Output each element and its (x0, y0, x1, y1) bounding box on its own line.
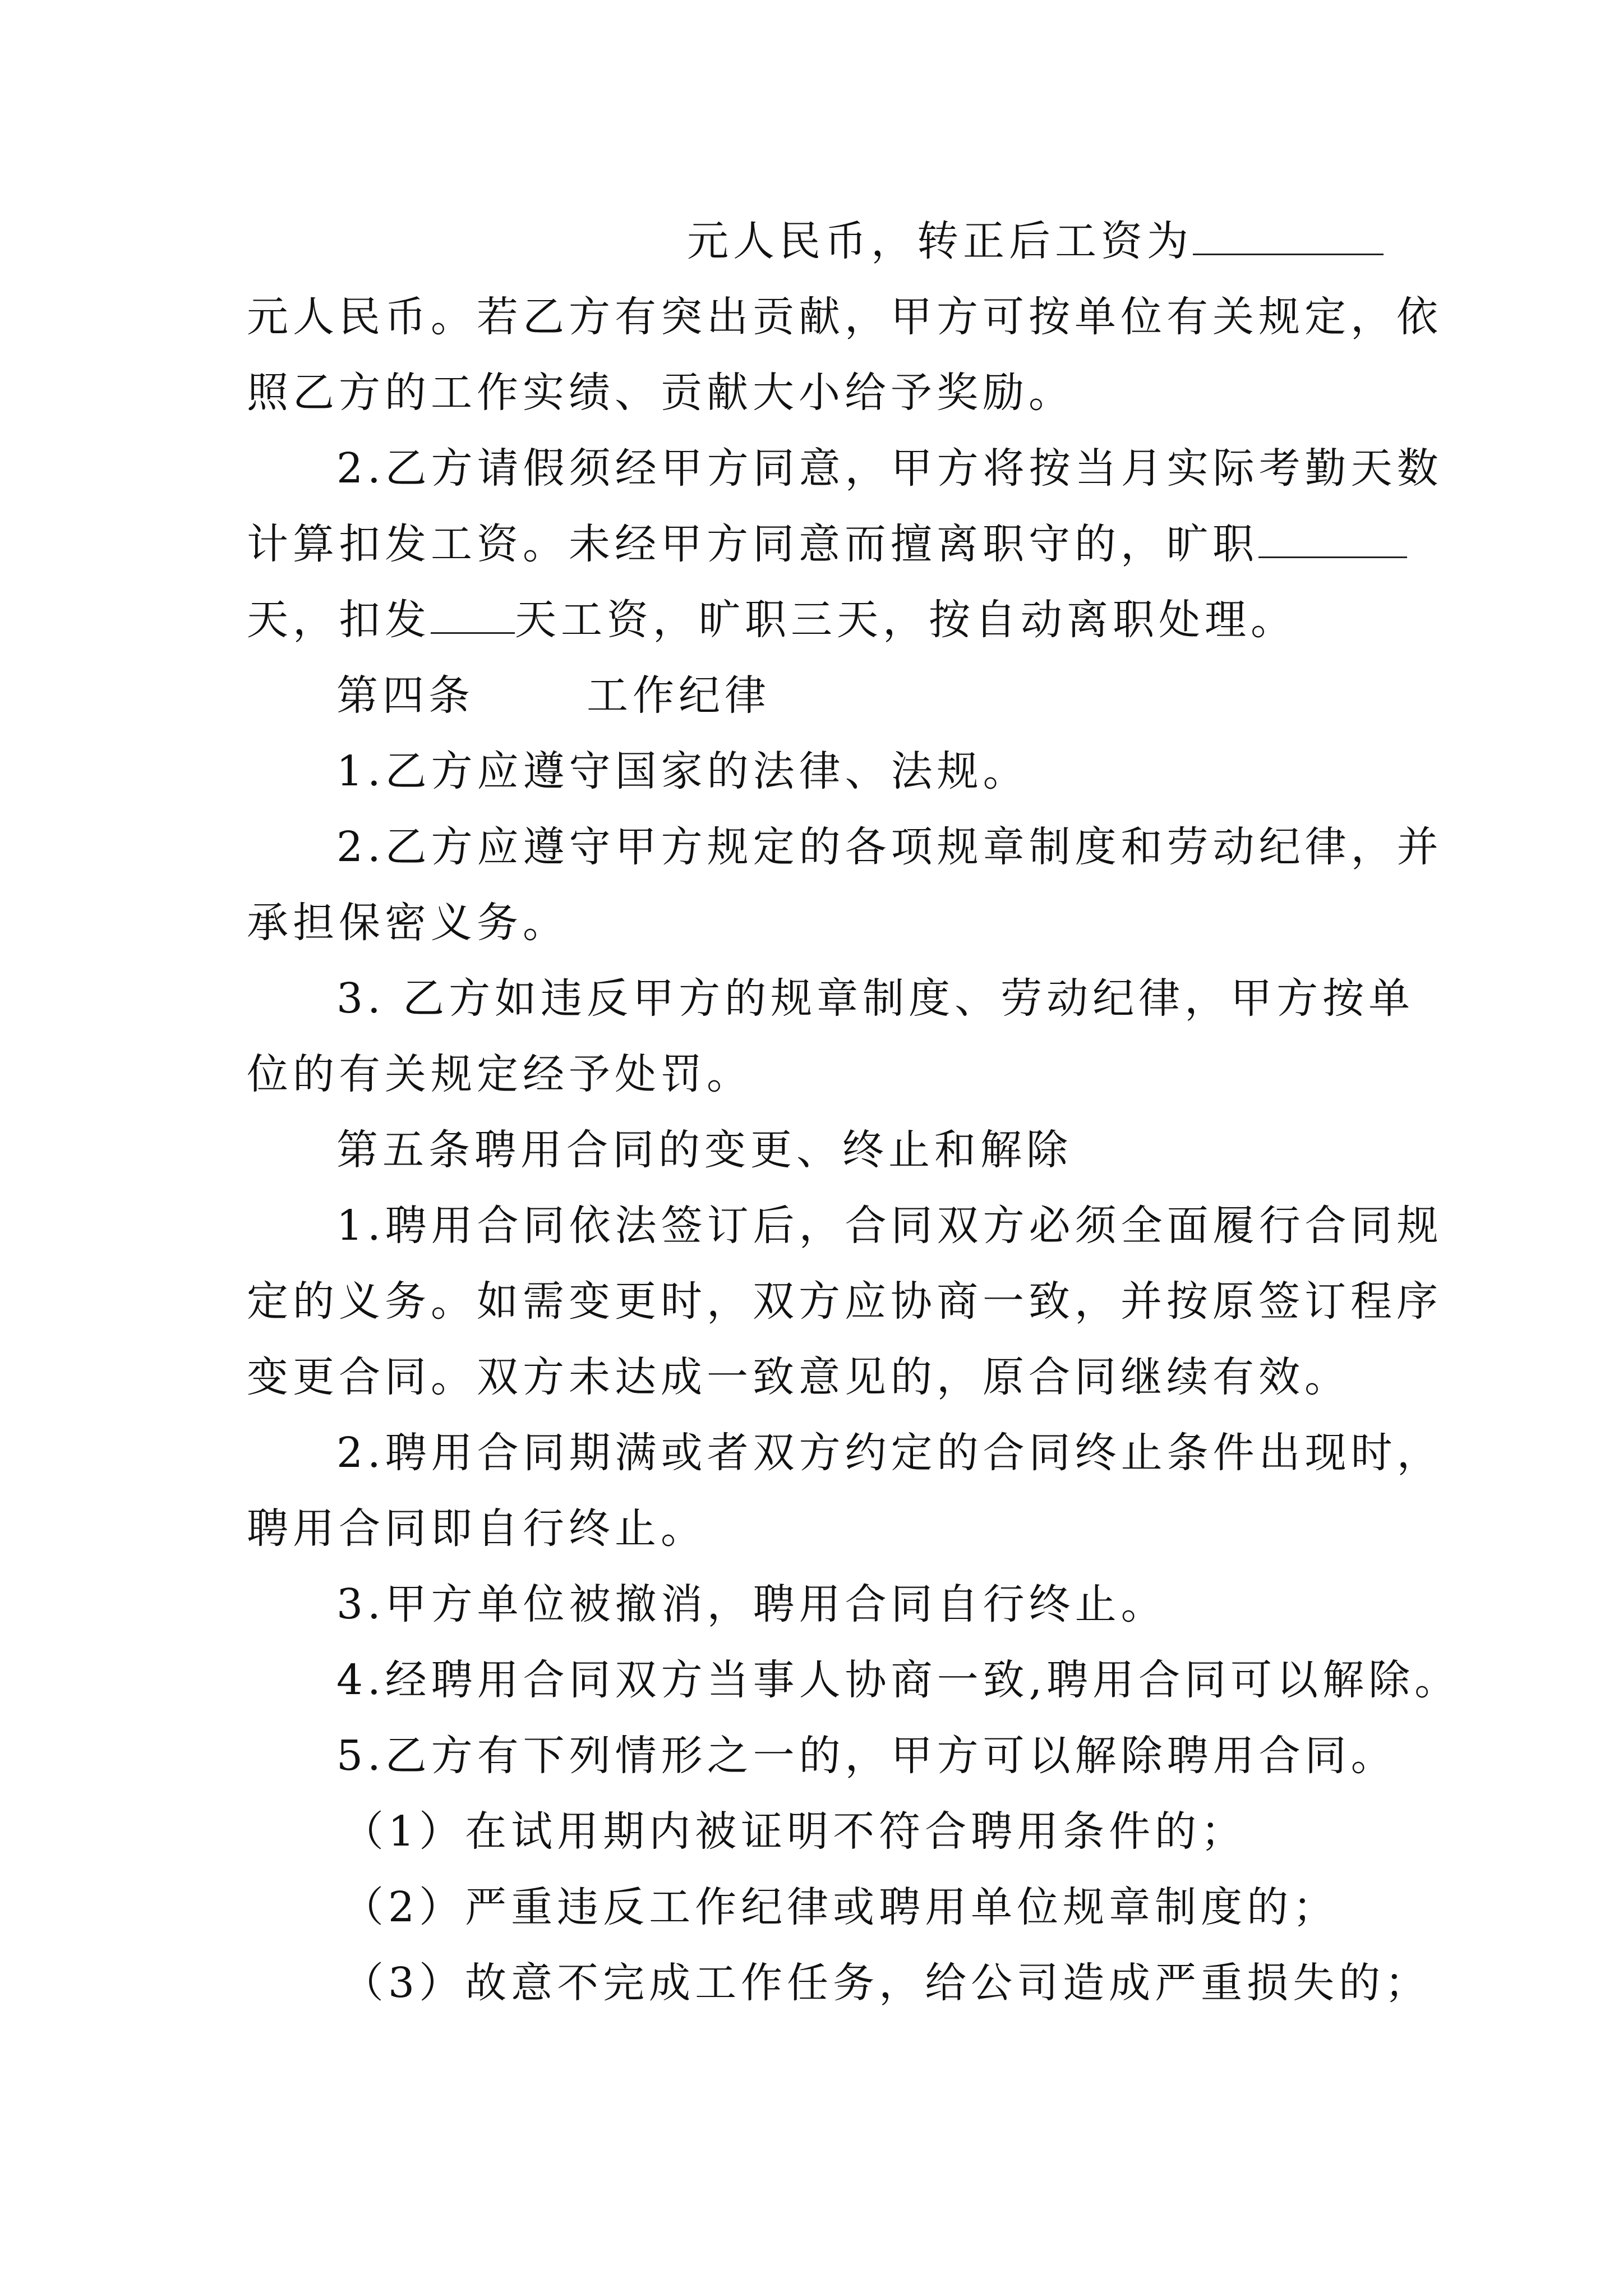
text-segment: 元人民币。若乙方有突出贡献，甲方可按单位有关规定，依 (247, 293, 1442, 341)
text-segment: 3.甲方单位被撤消，聘用合同自行终止。 (336, 1580, 1167, 1628)
list-item (342, 1879, 1385, 1935)
text-segment: 2.乙方请假须经甲方同意，甲方将按当月实际考勤天数 (336, 444, 1443, 493)
text-segment: 工作纪律 (587, 671, 771, 720)
text-line (336, 1425, 1443, 1481)
text-line (247, 365, 1385, 421)
text-line (336, 970, 1415, 1027)
text-segment: 4.经聘用合同双方当事人协商一致,聘用合同可以解除。 (336, 1656, 1461, 1704)
text-line (247, 1501, 1385, 1557)
text-segment: （3）故意不完成工作任务，给公司造成严重损失的； (342, 1959, 1431, 2007)
text-line (336, 1652, 1461, 1708)
text-segment: 承担保密义务。 (247, 899, 569, 947)
text-segment: 照乙方的工作实绩、贡献大小给予奖励。 (247, 369, 1075, 417)
text-segment: 2.聘用合同期满或者双方约定的合同终止条件出现时， (336, 1429, 1443, 1477)
text-segment: 计算扣发工资。未经甲方同意而擅离职守的，旷职 (247, 520, 1258, 568)
text-segment: 2.乙方应遵守甲方规定的各项规章制度和劳动纪律，并 (336, 823, 1443, 871)
text-segment: 位的有关规定经予处罚。 (247, 1050, 753, 1098)
text-segment: 5.乙方有下列情形之一的，甲方可以解除聘用合同。 (336, 1732, 1397, 1780)
text-segment: 3. 乙方如违反甲方的规章制度、劳动纪律，甲方按单 (336, 974, 1415, 1023)
text-segment: 天工资，旷职三天，按自动离职处理。 (515, 596, 1297, 644)
text-segment: 1.乙方应遵守国家的法律、法规。 (336, 747, 1029, 795)
text-line (247, 516, 1385, 572)
text-line (247, 289, 1442, 345)
text-line (336, 819, 1443, 875)
text-line (336, 1576, 1385, 1632)
text-line (247, 1273, 1442, 1329)
text-segment: 天，扣发 (247, 596, 431, 644)
text-line (336, 1198, 1443, 1254)
blank-field (431, 596, 515, 634)
text-segment: 定的义务。如需变更时，双方应协商一致，并按原签订程序 (247, 1277, 1442, 1326)
text-segment: （2）严重违反工作纪律或聘用单位规章制度的； (342, 1883, 1339, 1931)
text-line (336, 1728, 1397, 1784)
text-line (247, 592, 1385, 648)
text-segment: 第四条 (336, 671, 474, 720)
text-line (247, 895, 1385, 951)
list-item (342, 1803, 1385, 1860)
section-heading (336, 668, 1385, 724)
section-heading (336, 1122, 1385, 1178)
text-line (247, 1046, 1385, 1102)
text-line (336, 743, 1385, 799)
text-segment: 第五条聘用合同的变更、终止和解除 (336, 1126, 1072, 1174)
blank-field (1258, 521, 1407, 558)
list-item (342, 1955, 1431, 2011)
text-segment: 1.聘用合同依法签订后，合同双方必须全面履行合同规 (336, 1202, 1443, 1250)
text-segment: 元人民币，转正后工资为 (687, 217, 1193, 265)
text-line (247, 1349, 1385, 1405)
text-segment: （1）在试用期内被证明不符合聘用条件的； (342, 1807, 1247, 1856)
text-line (336, 440, 1443, 496)
text-segment: 聘用合同即自行终止。 (247, 1504, 707, 1553)
text-line (687, 213, 1623, 269)
text-segment: 变更合同。双方未达成一致意见的，原合同继续有效。 (247, 1353, 1350, 1401)
blank-field (1193, 218, 1384, 255)
